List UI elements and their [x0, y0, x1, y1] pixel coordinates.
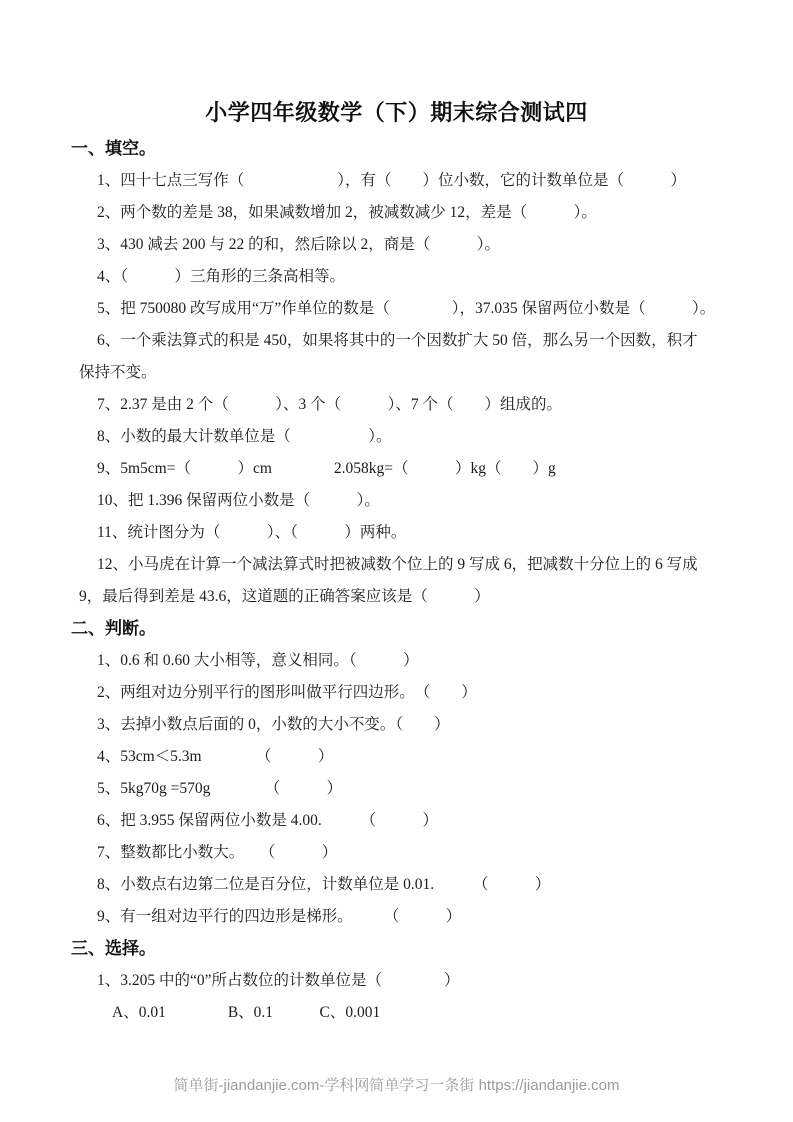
section-true-false [0, 613, 793, 933]
question-line: 7、2.37 是由 2 个（ ）、3 个（ ）、7 个（ ）组成的。 [97, 396, 563, 413]
question-line: 6、一个乘法算式的积是 450，如果将其中的一个因数扩大 50 倍，那么另一个因数，积才 [97, 332, 698, 349]
question-line: 6、把 3.955 保留两位小数是 4.00. （ ） [97, 812, 439, 829]
page-title: 小学四年级数学（下）期末综合测试四 [205, 100, 588, 125]
section-heading-judge: 二、判断。 [71, 619, 156, 638]
question-line: 8、小数点右边第二位是百分位，计数单位是 0.01. （ ） [97, 876, 551, 893]
question-line: 4、（ ）三角形的三条高相等。 [97, 268, 346, 285]
section-heading-choice: 三、选择。 [71, 939, 156, 958]
question-line: 11、统计图分为（ ）、（ ）两种。 [97, 524, 407, 541]
question-line: 5、把 750080 改写成用“万”作单位的数是（ ），37.035 保留两位小数是（ ）。 [97, 300, 716, 317]
question-line: 4、53cm＜5.3m （ ） [97, 748, 334, 765]
question-line: 9、5m5cm=（ ）cm 2.058kg=（ ）kg（ ）g [97, 460, 556, 477]
question-line: 3、430 减去 200 与 22 的和，然后除以 2，商是（ ）。 [97, 236, 501, 253]
question-line: 8、小数的最大计数单位是（ ）。 [97, 428, 392, 445]
section-heading-fill: 一、填空。 [71, 139, 156, 158]
footer-watermark: 简单街-jiandanjie.com-学科网简单学习一条街 https://jiandanjie.com [173, 1077, 620, 1094]
question-line: 2、两组对边分别平行的图形叫做平行四边形。 （ ） [97, 684, 477, 701]
question-line: 7、整数都比小数大。 （ ） [97, 844, 338, 861]
question-line: 5、5kg70g =570g （ ） [97, 780, 343, 797]
question-line: 3、去掉小数点后面的 0，小数的大小不变。（ ） [97, 716, 450, 733]
question-line: 2、两个数的差是 38，如果减数增加 2，被减数减少 12，差是（ ）。 [97, 204, 597, 221]
question-line-continuation: 保持不变。 [79, 364, 157, 381]
question-line-continuation: 9，最后得到差是 43.6，这道题的正确答案应该是（ ） [79, 588, 490, 605]
section-multiple-choice [0, 933, 793, 1029]
question-line: 1、四十七点三写作（ ），有（ ）位小数，它的计数单位是（ ） [97, 172, 687, 189]
question-line: 1、3.205 中的“0”所占数位的计数单位是（ ） [97, 972, 460, 989]
choice-options-line: A、0.01 B、0.1 C、0.001 [112, 1004, 381, 1021]
question-line: 9、有一组对边平行的四边形是梯形。 （ ） [97, 908, 462, 925]
question-line: 10、把 1.396 保留两位小数是（ ）。 [97, 492, 380, 509]
question-line: 1、0.6 和 0.60 大小相等，意义相同。（ ） [97, 652, 419, 669]
section-fill-blanks [0, 133, 793, 613]
question-line: 12、小马虎在计算一个减法算式时把被减数个位上的 9 写成 6，把减数十分位上的 6 写成 [97, 556, 698, 573]
